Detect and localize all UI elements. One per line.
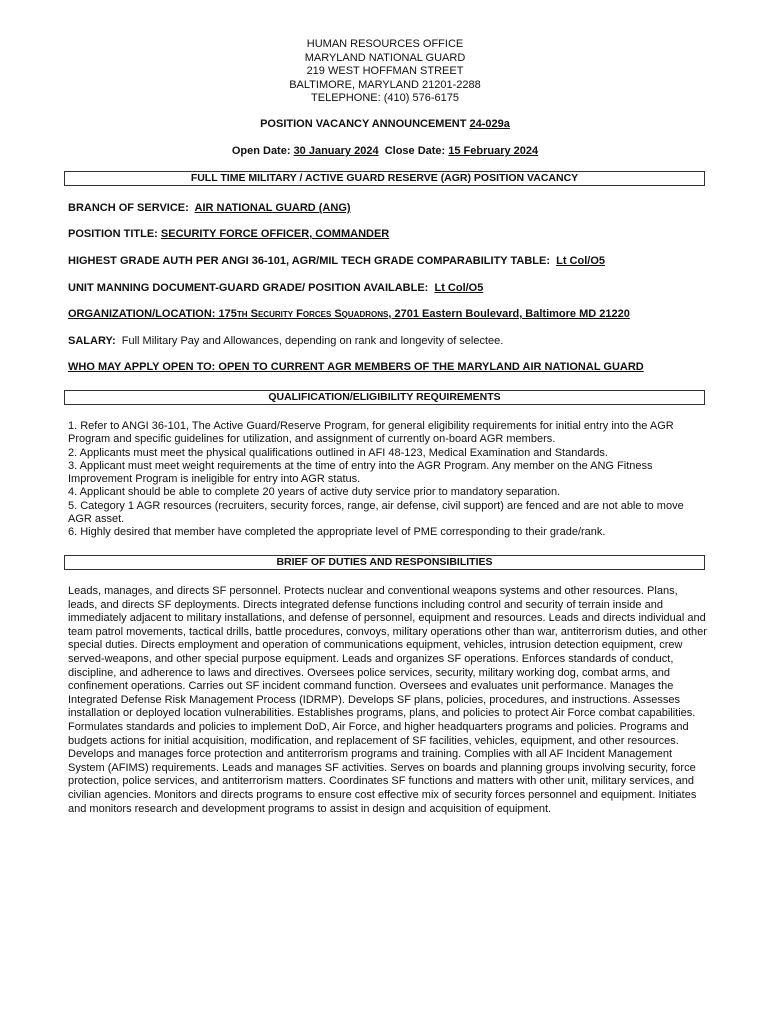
list-item: 4. Applicant should be able to complete 20 years of active duty service prior to mandatory separation. bbox=[68, 486, 561, 499]
list-item: 6. Highly desired that member have completed the appropriate level of PME corresponding to their grade/rank. bbox=[68, 526, 606, 539]
branch-of-service bbox=[68, 202, 708, 214]
qualifications-heading: QUALIFICATION/ELIGIBILITY REQUIREMENTS bbox=[64, 390, 705, 405]
grade-label: HIGHEST GRADE AUTH PER ANGI 36-101, AGR/MIL TECH GRADE COMPARABILITY TABLE: bbox=[68, 255, 557, 267]
announcement-label: POSITION VACANCY ANNOUNCEMENT bbox=[260, 118, 470, 130]
duties-paragraph: Leads, manages, and directs SF personnel. Protects nuclear and conventional weapons systems and other resources. Plans, leads, and directs SF deployments. Directs integrated defense functions including control and security of terrain inside and immediately adjacent to military installations, and defense of personnel, equipment and resources. Leads and directs individual and team patrol movements, tactical drills, battle procedures, convoys, military operations other than war, antiterrorism duties, and other special duties. Directs employment and operation of communications equipment, vehicles, intrusion detection equipment, crew served-weapons, and other special purpose equipment. Leads and organizes SF operations. Enforces standards of conduct, discipline, and adherence to laws and directives. Oversees police services, security, military working dog, combat arms, and confinement operations. Carries out SF incident command function. Oversees and evaluates unit performance. Manages the Integrated Defense Risk Management Process (IDRMP). Develops SF plans, policies, procedures, and instructions. Assesses installation or deployed location vulnerabilities. Establishes programs, plans, and policies to protect Air Force combat capabilities. Formulates standards and policies to implement DoD, Air Force, and higher headquarters programs and policies. Programs and budgets actions for initial acquisition, modification, and replacement of SF facilities, vehicles, equipment, and other resources. Develops and manages force protection and antiterrorism programs and training. Complies with all AF Incident Management System (AFIMS) requirements. Leads and manages SF activities. Serves on boards and planning groups involving security, force protection, police services, and antiterrorism matters. Coordinates SF functions and matters with other unit, military services, and civilian agencies. Monitors and directs programs to ensure cost effective mix of security forces personnel and equipment. Initiates and monitors research and development programs to assist in design and acquisition of equipment. bbox=[68, 585, 707, 815]
header-guard: MARYLAND NATIONAL GUARD bbox=[304, 51, 466, 64]
grade-value: Lt Col/O5 bbox=[556, 255, 605, 267]
duties-heading: BRIEF OF DUTIES AND RESPONSIBILITIES bbox=[64, 555, 705, 570]
branch-label: BRANCH OF SERVICE: bbox=[68, 202, 195, 214]
header-city: BALTIMORE, MARYLAND 21201-2288 bbox=[289, 78, 481, 91]
announcement-number: 24-029a bbox=[469, 118, 510, 130]
salary-label: SALARY: bbox=[68, 335, 122, 347]
unit-manning bbox=[68, 282, 708, 294]
header-telephone: TELEPHONE: (410) 576-6175 bbox=[311, 92, 459, 104]
org-unit-suffix: TH bbox=[236, 310, 248, 319]
title-label: POSITION TITLE: bbox=[68, 228, 161, 240]
position-title bbox=[68, 228, 708, 240]
org-label: ORGANIZATION/LOCATION: bbox=[68, 308, 216, 320]
open-date-label: Open Date: bbox=[231, 145, 294, 157]
open-date-value: 30 January 2024 bbox=[293, 145, 379, 157]
manning-value: Lt Col/O5 bbox=[434, 282, 484, 294]
who-value: OPEN TO CURRENT AGR MEMBERS OF THE MARYLAND AIR NATIONAL GUARD bbox=[218, 361, 644, 373]
who-may-apply bbox=[68, 361, 708, 373]
list-item: 1. Refer to ANGI 36-101, The Active Guard/Reserve Program, for general eligibility requirements for initial entry into the AGR Program and specific guidelines for utilization, and assignment of currently on-board AGR members. bbox=[68, 420, 674, 446]
list-item: 2. Applicants must meet the physical qualifications outlined in AFI 48-123, Medical Examination and Standards. bbox=[68, 446, 608, 459]
branch-value: AIR NATIONAL GUARD (ANG) bbox=[194, 202, 351, 214]
vacancy-type-banner: FULL TIME MILITARY / ACTIVE GUARD RESERVE (AGR) POSITION VACANCY bbox=[64, 171, 705, 186]
org-unit-name: Security Forces Squadrons bbox=[247, 308, 389, 320]
highest-grade bbox=[68, 255, 708, 267]
org-address: , 2701 Eastern Boulevard, Baltimore MD 21220 bbox=[388, 308, 630, 320]
list-item: 3. Applicant must meet weight requirements at the time of entry into the AGR Program. Any member on the ANG Fitness Improvement Program is ineligible for entry into AGR status. bbox=[68, 459, 653, 486]
close-date-label: Close Date: bbox=[378, 145, 449, 157]
qualifications-list bbox=[68, 420, 708, 540]
who-label: WHO MAY APPLY OPEN TO: bbox=[68, 361, 216, 373]
announcement-title bbox=[0, 118, 770, 130]
salary bbox=[68, 335, 708, 347]
title-value: SECURITY FORCE OFFICER, COMMANDER bbox=[160, 228, 390, 240]
list-item: 5. Category 1 AGR resources (recruiters, security forces, range, air defense, civil support) are fenced and are not able to move AGR asset. bbox=[68, 499, 684, 526]
manning-label: UNIT MANNING DOCUMENT-GUARD GRADE/ POSITION AVAILABLE: bbox=[68, 282, 435, 294]
salary-value: Full Military Pay and Allowances, depending on rank and longevity of selectee. bbox=[121, 335, 504, 347]
office-header bbox=[0, 38, 770, 106]
header-office: HUMAN RESOURCES OFFICE bbox=[306, 38, 464, 50]
close-date-value: 15 February 2024 bbox=[448, 145, 539, 157]
organization-location bbox=[68, 308, 708, 320]
announcement-dates bbox=[0, 145, 770, 157]
header-street: 219 WEST HOFFMAN STREET bbox=[306, 65, 464, 77]
org-unit-number: 175 bbox=[215, 308, 237, 320]
